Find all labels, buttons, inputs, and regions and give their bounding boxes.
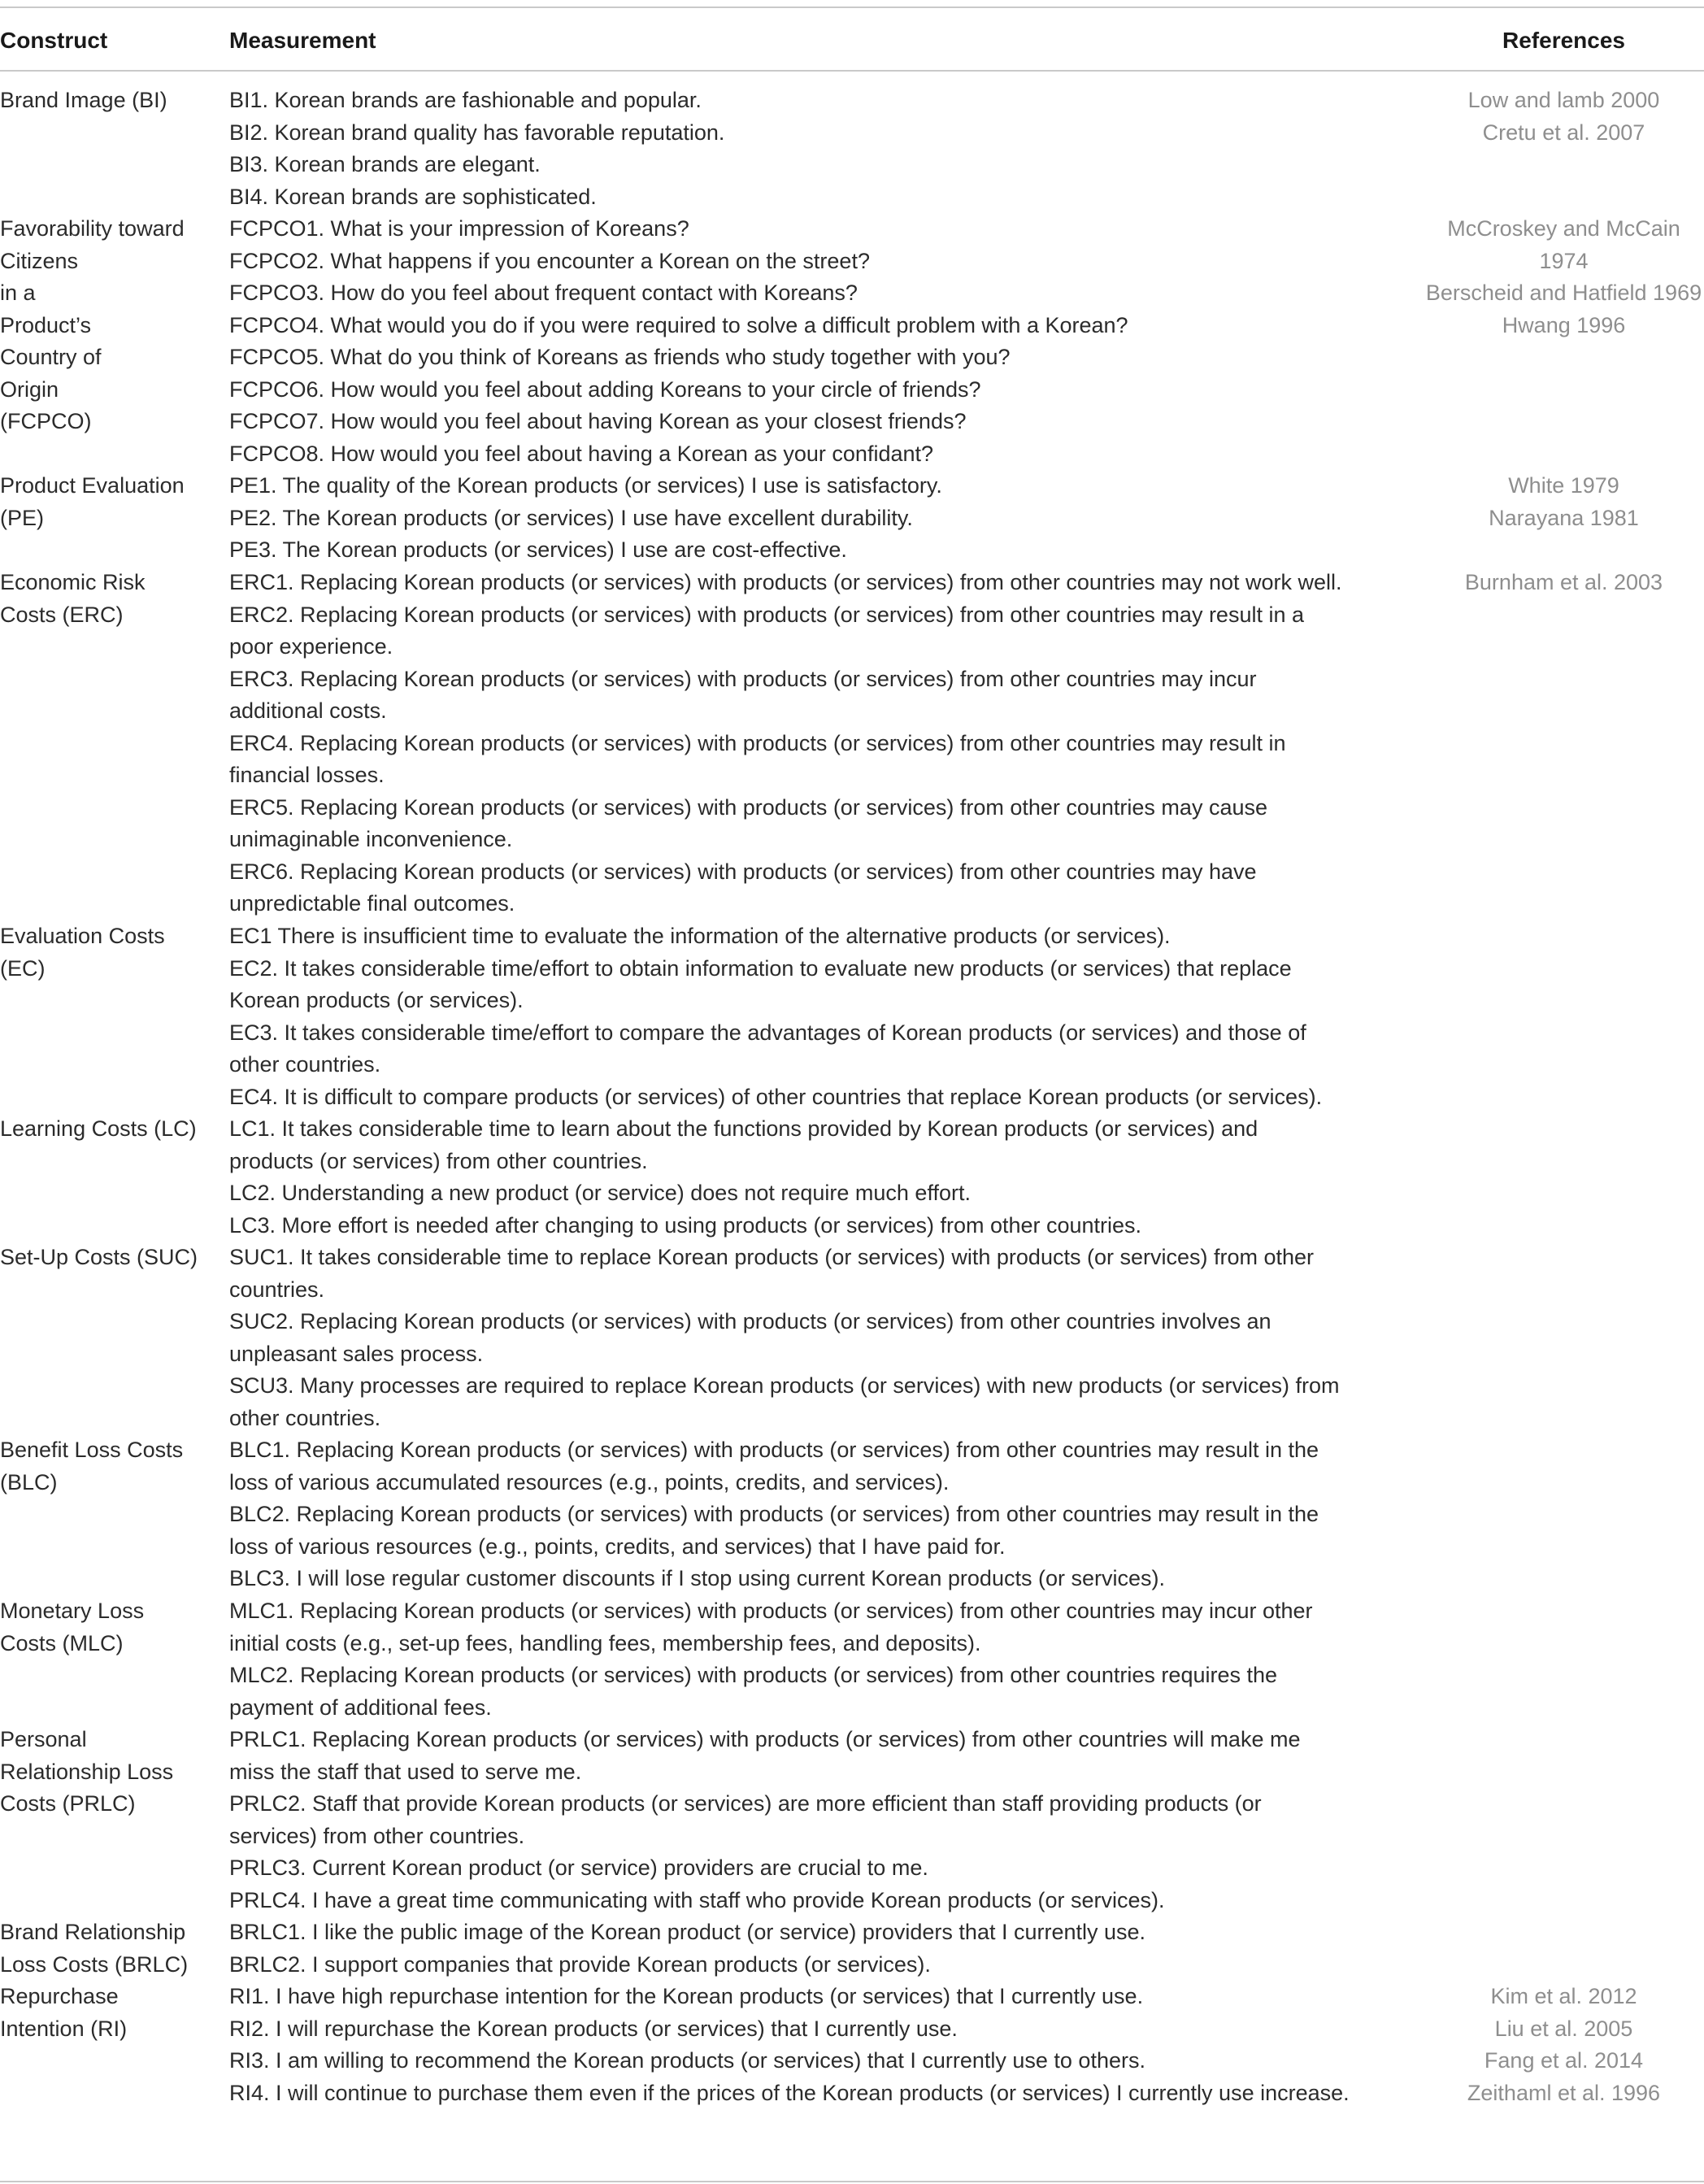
measurement-cell	[229, 213, 1424, 470]
measurement-line: FCPCO4. What would you do if you were required to solve a difficult problem with a Korean?	[229, 312, 1128, 337]
construct-cell	[0, 1434, 220, 1499]
construct-cell	[0, 1916, 220, 1981]
reference-line: Zeithaml et al. 1996	[1467, 2080, 1661, 2105]
table-row	[0, 213, 1704, 470]
measurement-line: FCPCO5. What do you think of Koreans as friends who study together with you?	[229, 345, 1011, 369]
measurement-line: PE1. The quality of the Korean products (or services) I use is satisfactory.	[229, 473, 942, 498]
measurement-line: MLC2. Replacing Korean products (or services) with products (or services) from other countries requires the	[229, 1663, 1278, 1687]
measurement-line: Korean products (or services).	[229, 988, 524, 1012]
construct-line: Favorability toward	[0, 216, 185, 241]
measurement-line: RI3. I am willing to recommend the Korean products (or services) that I currently use to others.	[229, 2048, 1145, 2073]
measurement-line: loss of various accumulated resources (e.g., points, credits, and services).	[229, 1469, 950, 1494]
measurement-line: PRLC3. Current Korean product (or service) providers are crucial to me.	[229, 1856, 928, 1880]
measurement-line: SCU3. Many processes are required to replace Korean products (or services) with new products (or services) from	[229, 1373, 1340, 1398]
measurement-line: FCPCO8. How would you feel about having a Korean as your confidant?	[229, 441, 934, 466]
references-cell	[1424, 1981, 1704, 2109]
construct-line: Costs (PRLC)	[0, 1791, 136, 1816]
construct-line: Brand Image (BI)	[0, 88, 167, 112]
table-row	[0, 567, 1704, 920]
construct-cell	[0, 213, 220, 438]
measurement-cell	[229, 1434, 1424, 1595]
measurement-line: ERC5. Replacing Korean products (or services) with products (or services) from other countries may cause	[229, 794, 1267, 820]
construct-line: Origin	[0, 376, 59, 402]
references-cell	[1424, 85, 1704, 149]
construct-line: Product’s	[0, 312, 92, 337]
measurement-line: RI2. I will repurchase the Korean products (or services) that I currently use.	[229, 2016, 958, 2041]
construct-line: Product Evaluation	[0, 473, 185, 498]
reference-line: Kim et al. 2012	[1490, 1984, 1637, 2008]
measurement-line: RI4. I will continue to purchase them even if the prices of the Korean products (or services) I currently use increase.	[229, 2080, 1350, 2105]
references-cell	[1424, 470, 1704, 534]
construct-line: Loss Costs (BRLC)	[0, 1951, 189, 1977]
measurement-cell	[229, 1113, 1424, 1242]
measurement-line: EC1 There is insufficient time to evaluate the information of the alternative products (or services).	[229, 924, 1171, 948]
table-row	[0, 1242, 1704, 1434]
measurement-line: BRLC2. I support companies that provide Korean products (or services).	[229, 1951, 931, 1977]
measurement-line: financial losses.	[229, 763, 385, 787]
measurement-line: unpredictable final outcomes.	[229, 891, 515, 916]
table-row	[0, 1981, 1704, 2109]
measurement-line: FCPCO1. What is your impression of Koreans?	[229, 216, 689, 241]
construct-line: (FCPCO)	[0, 409, 92, 433]
construct-line: in a	[0, 281, 36, 305]
reference-line: Cretu et al. 2007	[1482, 120, 1645, 145]
measurement-line: BI3. Korean brands are elegant.	[229, 152, 541, 176]
measurement-line: SUC2. Replacing Korean products (or services) with products (or services) from other countries involves an	[229, 1309, 1271, 1333]
measurement-line: PRLC1. Replacing Korean products (or services) with products (or services) from other countries will make me	[229, 1727, 1301, 1751]
measurement-line: ERC2. Replacing Korean products (or services) with products (or services) from other countries may result in a	[229, 602, 1304, 627]
measurement-line: unimaginable inconvenience.	[229, 827, 513, 851]
measurement-line: BI2. Korean brand quality has favorable reputation.	[229, 120, 725, 145]
construct-line: Evaluation Costs	[0, 924, 165, 948]
reference-line: Burnham et al. 2003	[1464, 570, 1663, 594]
construct-line: Intention (RI)	[0, 2016, 128, 2041]
table-body	[0, 85, 1704, 2109]
measurement-line: LC1. It takes considerable time to learn about the functions provided by Korean products (or services) and	[229, 1116, 1258, 1141]
measurement-line: PE2. The Korean products (or services) I use have excellent durability.	[229, 505, 913, 530]
reference-line: Berscheid and Hatfield 1969	[1425, 281, 1702, 305]
measurement-line: EC3. It takes considerable time/effort to compare the advantages of Korean products (or services) and those of	[229, 1020, 1306, 1045]
measurement-cell	[229, 470, 1424, 567]
measurement-line: services) from other countries.	[229, 1823, 525, 1848]
measurement-line: poor experience.	[229, 634, 393, 659]
measurement-line: BLC2. Replacing Korean products (or services) with products (or services) from other countries may result in the	[229, 1502, 1319, 1526]
measurement-line: ERC4. Replacing Korean products (or services) with products (or services) from other countries may result in	[229, 730, 1286, 755]
construct-cell	[0, 1595, 220, 1660]
measurement-line: FCPCO3. How do you feel about frequent contact with Koreans?	[229, 281, 858, 305]
table-bottom-rule	[0, 2181, 1704, 2182]
construct-line: Brand Relationship	[0, 1920, 186, 1944]
reference-line: 1974	[1539, 248, 1589, 273]
measurement-cell	[229, 1242, 1424, 1434]
measurement-line: other countries.	[229, 1405, 381, 1430]
table-row	[0, 1113, 1704, 1242]
table-row	[0, 1916, 1704, 1981]
construct-cell	[0, 567, 220, 631]
measurement-line: BI1. Korean brands are fashionable and popular.	[229, 88, 702, 112]
table-row	[0, 1434, 1704, 1595]
table-row	[0, 1595, 1704, 1724]
header-references: References	[1502, 28, 1625, 53]
construct-line: Costs (ERC)	[0, 602, 124, 627]
header-construct: Construct	[0, 28, 108, 53]
construct-line: Country of	[0, 345, 102, 369]
construct-line: Citizens	[0, 248, 79, 273]
reference-line: Low and lamb 2000	[1467, 88, 1660, 112]
table-row	[0, 85, 1704, 213]
measurement-line: EC2. It takes considerable time/effort to obtain information to evaluate new products (or services) that replace	[229, 955, 1292, 981]
construct-line: (BLC)	[0, 1469, 58, 1494]
measurement-line: RI1. I have high repurchase intention for the Korean products (or services) that I currently use.	[229, 1984, 1144, 2008]
measurement-line: ERC1. Replacing Korean products (or services) with products (or services) from other countries may not work well.	[229, 570, 1342, 594]
construct-cell	[0, 1724, 220, 1821]
measurement-line: loss of various resources (e.g., points, credits, and services) that I have paid for.	[229, 1534, 1006, 1559]
references-cell	[1424, 213, 1704, 342]
construct-line: Monetary Loss	[0, 1599, 145, 1623]
measurement-line: PE3. The Korean products (or services) I use are cost-effective.	[229, 537, 847, 562]
measurement-line: products (or services) from other countries.	[229, 1148, 648, 1173]
construct-line: Learning Costs (LC)	[0, 1116, 197, 1141]
measurement-line: FCPCO2. What happens if you encounter a Korean on the street?	[229, 248, 870, 273]
measurement-line: BLC1. Replacing Korean products (or services) with products (or services) from other countries may result in the	[229, 1438, 1319, 1462]
construct-cell	[0, 1242, 220, 1274]
measurement-line: EC4. It is difficult to compare products (or services) of other countries that replace Korean products (or services).	[229, 1084, 1323, 1109]
measurement-cell	[229, 567, 1424, 920]
measurement-line: other countries.	[229, 1052, 381, 1077]
construct-line: Set-Up Costs (SUC)	[0, 1245, 198, 1269]
reference-line: Liu et al. 2005	[1494, 2016, 1633, 2041]
table-row	[0, 1724, 1704, 1916]
header-measurement: Measurement	[229, 28, 376, 53]
measurement-line: initial costs (e.g., set-up fees, handling fees, membership fees, and deposits).	[229, 1630, 981, 1655]
measurement-line: FCPCO6. How would you feel about adding Koreans to your circle of friends?	[229, 376, 981, 402]
measurement-line: PRLC2. Staff that provide Korean products (or services) are more efficient than staff providing products (or	[229, 1791, 1262, 1816]
measurement-line: BI4. Korean brands are sophisticated.	[229, 184, 597, 209]
construct-line: (PE)	[0, 505, 44, 530]
table-row	[0, 920, 1704, 1113]
measurement-line: additional costs.	[229, 698, 387, 723]
construct-cell	[0, 85, 220, 117]
construct-cell	[0, 1981, 220, 2045]
measurement-line: LC3. More effort is needed after changing to using products (or services) from other countries.	[229, 1212, 1142, 1238]
measurement-cell	[229, 1595, 1424, 1724]
measurement-cell	[229, 1981, 1424, 2109]
measurement-cell	[229, 1724, 1424, 1916]
construct-line: Economic Risk	[0, 570, 146, 594]
construct-cell	[0, 470, 220, 534]
measurement-line: PRLC4. I have a great time communicating with staff who provide Korean products (or services).	[229, 1887, 1165, 1912]
measurement-cell	[229, 920, 1424, 1113]
reference-line: White 1979	[1508, 473, 1619, 498]
measurement-line: ERC6. Replacing Korean products (or services) with products (or services) from other countries may have	[229, 859, 1257, 884]
construct-line: Relationship Loss	[0, 1759, 174, 1784]
measurement-line: BLC3. I will lose regular customer discounts if I stop using current Korean products (or services).	[229, 1566, 1165, 1590]
measurement-line: miss the staff that used to serve me.	[229, 1759, 582, 1784]
construct-cell	[0, 1113, 220, 1146]
table-top-rule	[0, 7, 1704, 8]
measurement-line: ERC3. Replacing Korean products (or services) with products (or services) from other countries may incur	[229, 666, 1257, 691]
header-bottom-rule	[0, 70, 1704, 72]
measurement-line: countries.	[229, 1277, 325, 1302]
measurement-line: SUC1. It takes considerable time to replace Korean products (or services) with products (or services) from other	[229, 1245, 1315, 1269]
measurement-line: MLC1. Replacing Korean products (or services) with products (or services) from other countries may incur other	[229, 1599, 1313, 1623]
construct-line: (EC)	[0, 955, 46, 981]
table-row	[0, 470, 1704, 567]
construct-line: Benefit Loss Costs	[0, 1438, 184, 1462]
construct-line: Personal	[0, 1727, 87, 1751]
reference-line: Fang et al. 2014	[1484, 2048, 1644, 2073]
construct-cell	[0, 920, 220, 985]
reference-line: McCroskey and McCain	[1447, 216, 1680, 241]
measurement-cell	[229, 1916, 1424, 1981]
references-cell	[1424, 567, 1704, 599]
measurement-line: BRLC1. I like the public image of the Korean product (or service) providers that I currently use.	[229, 1920, 1146, 1944]
measurement-line: unpleasant sales process.	[229, 1341, 484, 1366]
construct-line: Repurchase	[0, 1984, 119, 2008]
construct-line: Costs (MLC)	[0, 1630, 124, 1655]
reference-line: Narayana 1981	[1489, 505, 1639, 530]
measurement-cell	[229, 85, 1424, 213]
measurement-line: payment of additional fees.	[229, 1695, 492, 1720]
measurement-line: FCPCO7. How would you feel about having Korean as your closest friends?	[229, 409, 967, 433]
measurement-line: LC2. Understanding a new product (or service) does not require much effort.	[229, 1181, 971, 1205]
reference-line: Hwang 1996	[1502, 312, 1626, 337]
